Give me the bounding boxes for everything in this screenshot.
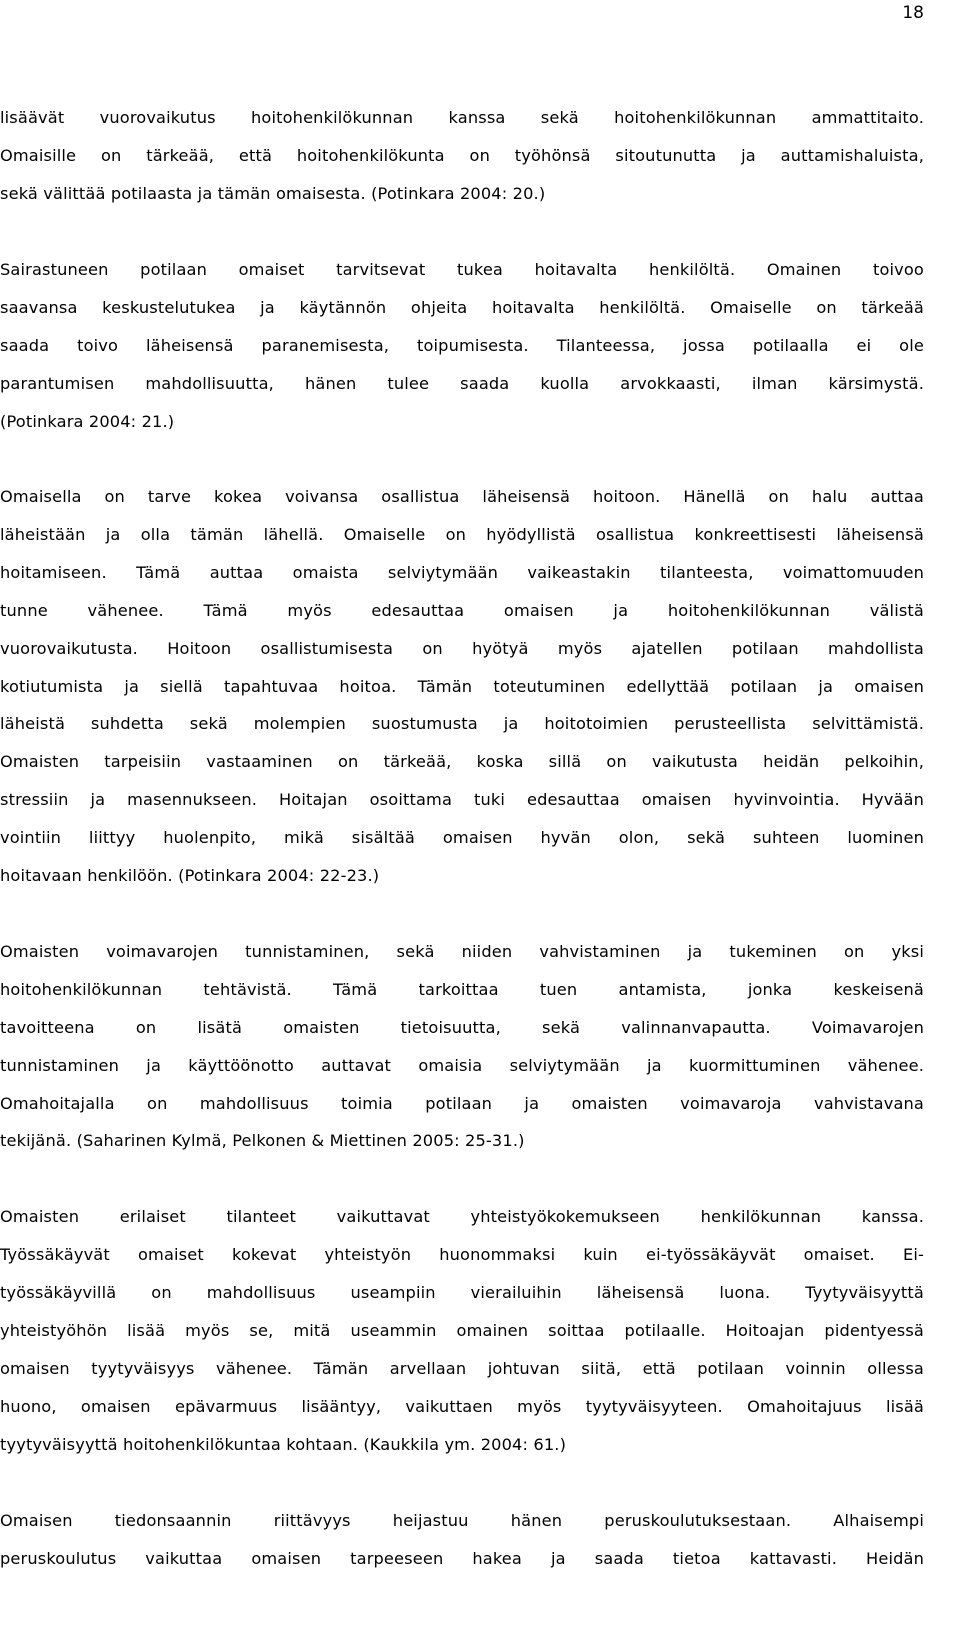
text-line: tyytyväisyyttä hoitohenkilökuntaa kohtaan. (Kaukkila ym. 2004: 61.) (0, 1435, 567, 1454)
text-line: Omaisella on tarve kokea voivansa osallistua läheisensä hoitoon. Hänellä on halu auttaa (0, 487, 924, 506)
text-line: tunnistaminen ja käyttöönotto auttavat omaisia selviytymään ja kuormittuminen vähenee. (0, 1056, 924, 1075)
text-line: kotiutumista ja siellä tapahtuvaa hoitoa. Tämän toteutuminen edellyttää potilaan ja omaisen (0, 677, 924, 696)
text-line: Sairastuneen potilaan omaiset tarvitsevat tukea hoitavalta henkilöltä. Omainen toivoo (0, 260, 924, 279)
page-number: 18 (902, 3, 924, 23)
text-line: tekijänä. (Saharinen Kylmä, Pelkonen & Miettinen 2005: 25-31.) (0, 1131, 525, 1150)
text-line: huono, omaisen epävarmuus lisääntyy, vaikuttaen myös tyytyväisyyteen. Omahoitajuus lisää (0, 1397, 924, 1416)
text-line: Työssäkäyvät omaiset kokevat yhteistyön huonommaksi kuin ei-työssäkäyvät omaiset. Ei- (0, 1245, 924, 1264)
text-line: Omahoitajalla on mahdollisuus toimia potilaan ja omaisten voimavaroja vahvistavana (0, 1094, 924, 1113)
text-line: hoitavaan henkilöön. (Potinkara 2004: 22-23.) (0, 866, 380, 885)
text-line: saavansa keskustelutukea ja käytännön ohjeita hoitavalta henkilöltä. Omaiselle on tärkeää (0, 298, 924, 317)
text-line: stressiin ja masennukseen. Hoitajan osoittama tuki edesauttaa omaisen hyvinvointia. Hyvään (0, 790, 924, 809)
text-line: lisäävät vuorovaikutus hoitohenkilökunnan kanssa sekä hoitohenkilökunnan ammattitaito. (0, 108, 924, 127)
text-line: hoitohenkilökunnan tehtävistä. Tämä tarkoittaa tuen antamista, jonka keskeisenä (0, 980, 924, 999)
text-line: Omaisen tiedonsaannin riittävyys heijastuu hänen peruskoulutuksestaan. Alhaisempi (0, 1511, 924, 1530)
text-line: työssäkäyvillä on mahdollisuus useampiin vierailuihin läheisensä luona. Tyytyväisyyttä (0, 1283, 924, 1302)
text-line: Omaisten erilaiset tilanteet vaikuttavat yhteistyökokemukseen henkilökunnan kanssa. (0, 1207, 924, 1226)
text-line: Omaisten voimavarojen tunnistaminen, sekä niiden vahvistaminen ja tukeminen on yksi (0, 942, 924, 961)
text-line: (Potinkara 2004: 21.) (0, 412, 175, 431)
text-line: Omaisille on tärkeää, että hoitohenkilökunta on työhönsä sitoutunutta ja auttamishaluista, (0, 146, 924, 165)
text-line: peruskoulutus vaikuttaa omaisen tarpeeseen hakea ja saada tietoa kattavasti. Heidän (0, 1549, 924, 1568)
text-line: läheistä suhdetta sekä molempien suostumusta ja hoitotoimien perusteellista selvittämistä. (0, 714, 924, 733)
text-line: tavoitteena on lisätä omaisten tietoisuutta, sekä valinnanvapautta. Voimavarojen (0, 1018, 924, 1037)
text-line: sekä välittää potilaasta ja tämän omaisesta. (Potinkara 2004: 20.) (0, 184, 546, 203)
text-line: yhteistyöhön lisää myös se, mitä useammin omainen soittaa potilaalle. Hoitoajan pidentyessä (0, 1321, 924, 1340)
text-line: läheistään ja olla tämän lähellä. Omaiselle on hyödyllistä osallistua konkreettisesti läheisensä (0, 525, 924, 544)
text-line: parantumisen mahdollisuutta, hänen tulee saada kuolla arvokkaasti, ilman kärsimystä. (0, 374, 924, 393)
text-line: Omaisten tarpeisiin vastaaminen on tärkeää, koska sillä on vaikutusta heidän pelkoihin, (0, 752, 924, 771)
text-line: saada toivo läheisensä paranemisesta, toipumisesta. Tilanteessa, jossa potilaalla ei ole (0, 336, 924, 355)
text-line: tunne vähenee. Tämä myös edesauttaa omaisen ja hoitohenkilökunnan välistä (0, 601, 924, 620)
text-line: vointiin liittyy huolenpito, mikä sisältää omaisen hyvän olon, sekä suhteen luominen (0, 828, 924, 847)
text-line: omaisen tyytyväisyys vähenee. Tämän arvellaan johtuvan siitä, että potilaan voinnin ollessa (0, 1359, 924, 1378)
text-line: hoitamiseen. Tämä auttaa omaista selviytymään vaikeastakin tilanteesta, voimattomuuden (0, 563, 924, 582)
text-line: vuorovaikutusta. Hoitoon osallistumisesta on hyötyä myös ajatellen potilaan mahdollista (0, 639, 924, 658)
